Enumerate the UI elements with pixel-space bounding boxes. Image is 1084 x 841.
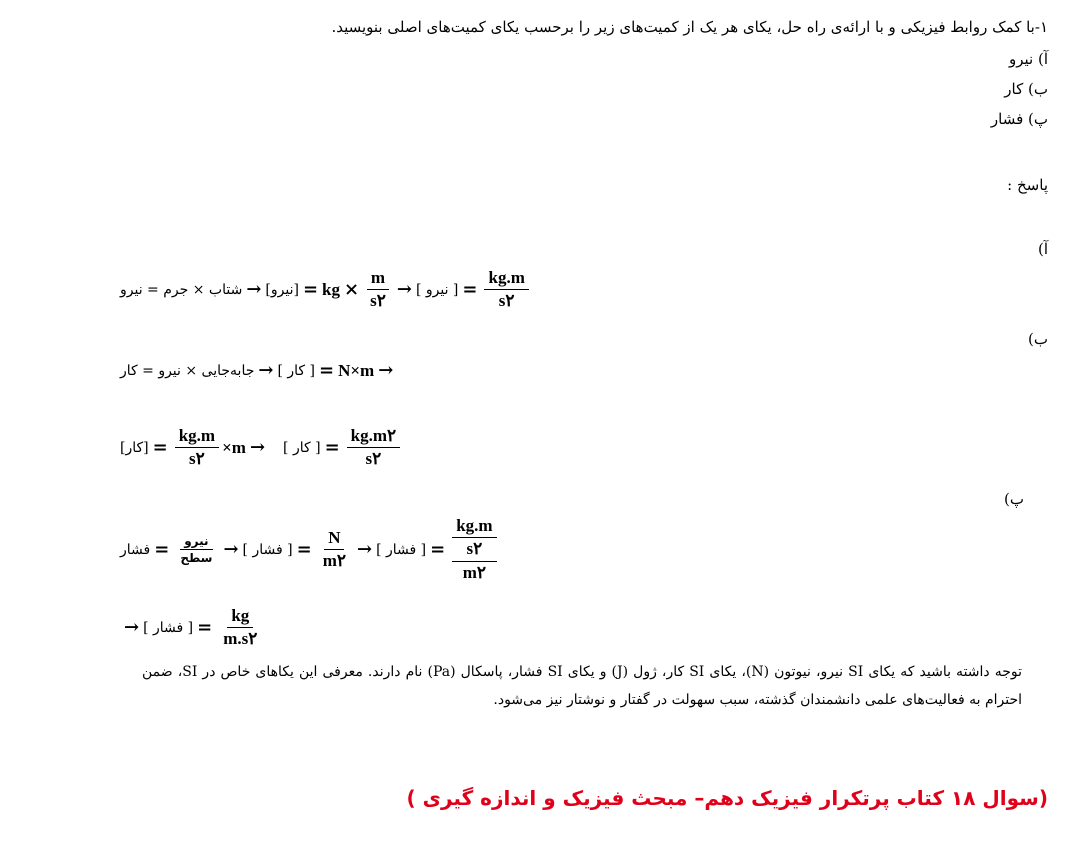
fraction-numerator: kg [227, 606, 253, 628]
part-a-fraction-1 [366, 268, 390, 311]
part-b-fraction-1 [175, 426, 219, 469]
part-c-fraction-3 [219, 606, 261, 649]
part-a-lhs: شتاب × جرم = نیرو [120, 281, 243, 298]
part-c-fraction-0 [176, 534, 216, 565]
arrow-icon: → [223, 539, 239, 560]
part-c-equation-1 [120, 516, 500, 583]
fraction-denominator: s۲ [466, 539, 483, 558]
fraction-denominator: m۲ [322, 551, 346, 570]
part-b-unit-2: [کار] [120, 439, 149, 456]
part-a-label: آ) [1037, 240, 1048, 258]
item-force: آ) نیرو [1008, 50, 1048, 68]
compound-numerator [452, 516, 496, 562]
equals-sign: = [318, 360, 335, 381]
arrow-icon: → [258, 360, 274, 381]
arrow-icon: → [249, 437, 266, 458]
note-paragraph: توجه داشته باشید که یکای SI نیرو، نیوتون (N)، یکای SI کار، ژول (J) و یکای SI فشار، پاسکال (Pa) نام دارند. معرفی این یکاهای خاص در SI، ضمن احترام به فعالیت‌های علمی دانشمندان گذشته، سبب سهولت در گفتار و نوشتار نیز می‌شود. [142, 664, 1023, 708]
part-c-lhs: فشار [120, 541, 151, 558]
equals-sign: = [296, 539, 312, 560]
part-c-label: پ) [1004, 490, 1024, 508]
answer-label: پاسخ : [1007, 176, 1048, 194]
arrow-icon: → [124, 617, 140, 638]
item-work: ب) کار [1004, 80, 1048, 98]
part-c-fraction-2 [452, 516, 496, 583]
fraction-denominator: m.s۲ [223, 629, 258, 648]
arrow-icon: → [246, 279, 262, 300]
equals-sign: = [154, 539, 170, 560]
fraction-denominator: s۲ [370, 291, 386, 310]
fraction-denominator: سطح [180, 551, 213, 565]
fraction-numerator: N [324, 528, 344, 550]
fraction-denominator: s۲ [365, 449, 382, 468]
fraction-numerator: m [367, 268, 389, 290]
equals-sign: = [324, 437, 340, 458]
part-b-equation-2 [120, 426, 403, 469]
equals-sign: = [152, 437, 168, 458]
equals-sign: = [302, 279, 319, 300]
equals-sign: = [430, 539, 446, 560]
part-b-lhs: جابه‌جایی × نیرو = کار [120, 362, 255, 379]
part-a-kg: kg [322, 279, 341, 299]
part-b-times-m: ×m [222, 437, 246, 457]
part-c-equation-2 [120, 606, 264, 649]
part-a-fraction-2 [484, 268, 528, 311]
part-c-fraction-1 [319, 528, 350, 571]
fraction-denominator: s۲ [498, 291, 515, 310]
question-text: ۱-با کمک روابط فیزیکی و با ارائه‌ی راه حل، یکای هر یک از کمیت‌های زیر را برحسب یکای کمیت‌های اصلی بنویسید. [331, 18, 1048, 36]
part-a-equation [120, 268, 532, 311]
fraction-numerator: kg.m [175, 426, 219, 448]
part-b-equation-1 [120, 360, 397, 381]
part-a-unit: [نیرو] [265, 281, 299, 298]
fraction-numerator: نیرو [180, 534, 212, 550]
part-a-unit-2: [ نیرو ] [415, 281, 459, 298]
part-b-label: ب) [1028, 330, 1048, 348]
part-c-unit-3: [ فشار ] [143, 619, 194, 636]
arrow-icon: → [378, 360, 394, 381]
fraction-numerator: kg.m [452, 516, 496, 538]
part-b-fraction-2 [347, 426, 401, 469]
fraction-denominator: m۲ [462, 563, 487, 582]
part-b-unit: [ کار ] [277, 362, 315, 379]
part-c-unit-2: [ فشار ] [376, 541, 427, 558]
equals-sign: = [197, 617, 213, 638]
fraction-numerator: kg.m۲ [347, 426, 401, 448]
source-footer: (سوال ۱۸ کتاب پرتکرار فیزیک دهم– مبحث فیزیک و اندازه گیری ) [406, 786, 1048, 810]
part-b-rhs: N×m [338, 360, 375, 380]
fraction-denominator: s۲ [189, 449, 205, 468]
part-b-unit-3: [ کار ] [283, 439, 321, 456]
part-c-unit-1: [ فشار ] [242, 541, 293, 558]
fraction-numerator: kg.m [484, 268, 528, 290]
item-pressure: پ) فشار [990, 110, 1048, 128]
arrow-icon: → [396, 279, 412, 300]
arrow-icon: → [356, 539, 373, 560]
equals-sign: = [462, 279, 478, 300]
times-sign: × [344, 279, 360, 300]
